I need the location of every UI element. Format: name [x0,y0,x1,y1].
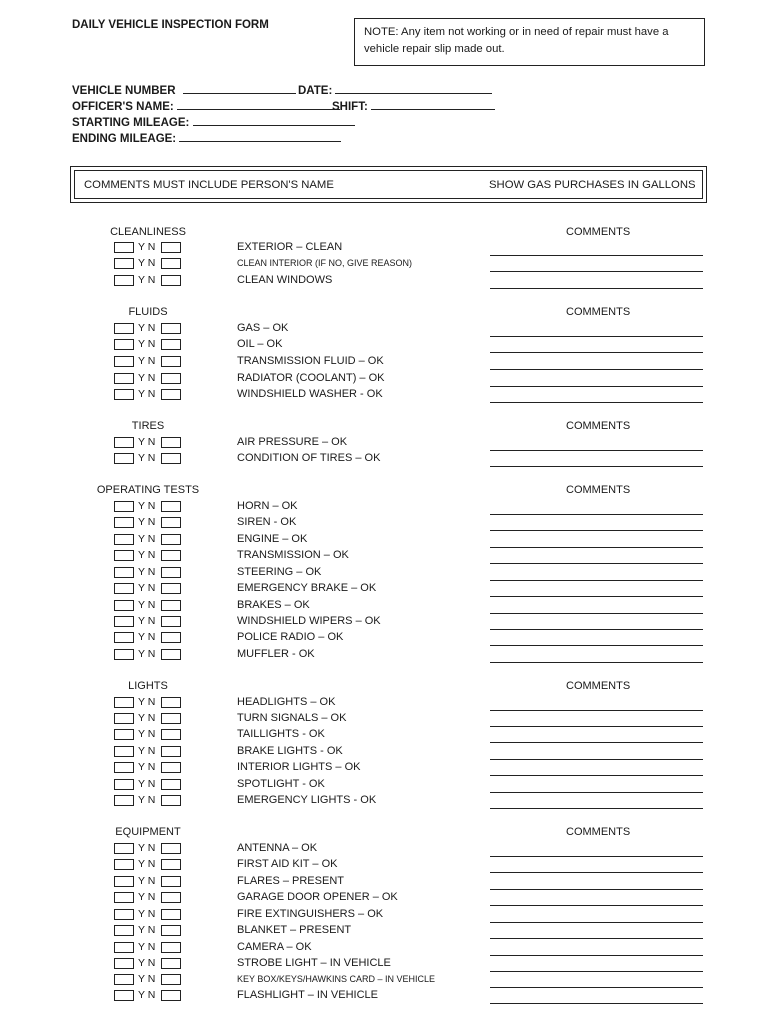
yes-checkbox[interactable] [114,616,134,627]
comment-line[interactable] [490,775,703,776]
item-label: CAMERA – OK [237,941,312,953]
comment-line[interactable] [490,288,703,289]
no-checkbox[interactable] [161,762,181,773]
shift-row [332,98,495,113]
comments-heading: COMMENTS [566,306,631,318]
repair-note-box: NOTE: Any item not working or in need of repair must have a vehicle repair slip made out. [354,18,705,66]
comment-line[interactable] [490,872,703,873]
no-checkbox[interactable] [161,389,181,400]
comment-line[interactable] [490,547,703,548]
form-title: DAILY VEHICLE INSPECTION FORM [72,19,269,31]
comment-line[interactable] [490,856,703,857]
instructions-banner-inner [74,170,703,199]
comment-line[interactable] [490,402,703,403]
item-label: ANTENNA – OK [237,842,318,854]
comments-heading: COMMENTS [566,420,631,432]
item-label: INTERIOR LIGHTS – OK [237,761,361,773]
yes-no-label: Y N [138,875,156,887]
comment-line[interactable] [490,336,703,337]
yes-checkbox[interactable] [114,649,134,660]
yes-checkbox[interactable] [114,501,134,512]
starting-mileage-field[interactable] [193,114,355,126]
yes-checkbox[interactable] [114,339,134,350]
no-checkbox[interactable] [161,942,181,953]
starting-mileage-row [72,114,355,129]
yes-no-label: Y N [138,566,156,578]
yes-checkbox[interactable] [114,843,134,854]
officer-name-field[interactable] [177,98,340,110]
no-checkbox[interactable] [161,697,181,708]
no-checkbox[interactable] [161,373,181,384]
yes-no-label: Y N [138,599,156,611]
yes-no-label: Y N [138,452,156,464]
no-checkbox[interactable] [161,876,181,887]
yes-no-label: Y N [138,696,156,708]
item-label: EXTERIOR – CLEAN [237,241,343,253]
comment-line[interactable] [490,987,703,988]
yes-no-label: Y N [138,745,156,757]
item-label: BRAKE LIGHTS - OK [237,745,343,757]
no-checkbox[interactable] [161,242,181,253]
shift-label: SHIFT: [332,101,368,113]
date-label: DATE: [298,85,333,97]
yes-no-label: Y N [138,973,156,985]
no-checkbox[interactable] [161,517,181,528]
yes-no-label: Y N [138,582,156,594]
item-label: EMERGENCY LIGHTS - OK [237,794,377,806]
no-checkbox[interactable] [161,339,181,350]
yes-no-label: Y N [138,533,156,545]
yes-checkbox[interactable] [114,517,134,528]
comment-line[interactable] [490,792,703,793]
comment-line[interactable] [490,369,703,370]
yes-checkbox[interactable] [114,632,134,643]
comment-line[interactable] [490,352,703,353]
yes-checkbox[interactable] [114,762,134,773]
yes-checkbox[interactable] [114,729,134,740]
yes-no-label: Y N [138,908,156,920]
yes-no-label: Y N [138,648,156,660]
yes-no-label: Y N [138,355,156,367]
comment-line[interactable] [490,1003,703,1004]
item-label: POLICE RADIO – OK [237,631,344,643]
comment-line[interactable] [490,889,703,890]
yes-checkbox[interactable] [114,323,134,334]
no-checkbox[interactable] [161,713,181,724]
no-checkbox[interactable] [161,729,181,740]
yes-checkbox[interactable] [114,925,134,936]
item-label: GARAGE DOOR OPENER – OK [237,891,398,903]
ending-mileage-row [72,130,341,145]
item-label: TURN SIGNALS – OK [237,712,347,724]
comment-line[interactable] [490,726,703,727]
comments-heading: COMMENTS [566,226,631,238]
no-checkbox[interactable] [161,534,181,545]
gas-instruction: SHOW GAS PURCHASES IN GALLONS [489,179,696,191]
yes-no-label: Y N [138,388,156,400]
item-label: WINDSHIELD WIPERS – OK [237,615,381,627]
no-checkbox[interactable] [161,600,181,611]
comment-line[interactable] [490,759,703,760]
item-label: TAILLIGHTS - OK [237,728,325,740]
section-title: OPERATING TESTS [96,484,200,496]
item-label: STROBE LIGHT – IN VEHICLE [237,957,391,969]
no-checkbox[interactable] [161,275,181,286]
yes-checkbox[interactable] [114,600,134,611]
no-checkbox[interactable] [161,583,181,594]
comment-line[interactable] [490,613,703,614]
yes-no-label: Y N [138,842,156,854]
yes-checkbox[interactable] [114,958,134,969]
comments-heading: COMMENTS [566,484,631,496]
item-label: SIREN - OK [237,516,297,528]
yes-no-label: Y N [138,372,156,384]
no-checkbox[interactable] [161,974,181,985]
yes-checkbox[interactable] [114,746,134,757]
no-checkbox[interactable] [161,909,181,920]
yes-checkbox[interactable] [114,389,134,400]
yes-checkbox[interactable] [114,795,134,806]
no-checkbox[interactable] [161,356,181,367]
yes-no-label: Y N [138,241,156,253]
comment-line[interactable] [490,255,703,256]
yes-checkbox[interactable] [114,356,134,367]
vehicle-number-label: VEHICLE NUMBER [72,85,176,97]
comment-line[interactable] [490,955,703,956]
yes-no-label: Y N [138,941,156,953]
yes-no-label: Y N [138,516,156,528]
yes-checkbox[interactable] [114,990,134,1001]
comment-line[interactable] [490,808,703,809]
comment-line[interactable] [490,938,703,939]
item-label: FLASHLIGHT – IN VEHICLE [237,989,379,1001]
no-checkbox[interactable] [161,323,181,334]
yes-checkbox[interactable] [114,258,134,269]
yes-checkbox[interactable] [114,534,134,545]
comment-line[interactable] [490,450,703,451]
item-label: RADIATOR (COOLANT) – OK [237,372,385,384]
yes-no-label: Y N [138,631,156,643]
item-label: OIL – OK [237,338,283,350]
item-label: TRANSMISSION – OK [237,549,349,561]
no-checkbox[interactable] [161,258,181,269]
yes-no-label: Y N [138,712,156,724]
no-checkbox[interactable] [161,550,181,561]
starting-mileage-label: STARTING MILEAGE: [72,117,190,129]
comment-line[interactable] [490,596,703,597]
date-row [298,82,492,97]
item-label: MUFFLER - OK [237,648,315,660]
no-checkbox[interactable] [161,925,181,936]
comment-line[interactable] [490,905,703,906]
yes-checkbox[interactable] [114,974,134,985]
comment-line[interactable] [490,971,703,972]
item-label: EMERGENCY BRAKE – OK [237,582,377,594]
section-title: FLUIDS [128,306,168,318]
yes-checkbox[interactable] [114,697,134,708]
yes-checkbox[interactable] [114,892,134,903]
vehicle-number-row [72,82,296,97]
yes-no-label: Y N [138,858,156,870]
ending-mileage-label: ENDING MILEAGE: [72,133,177,145]
comment-line[interactable] [490,386,703,387]
item-label: TRANSMISSION FLUID – OK [237,355,384,367]
comment-line[interactable] [490,645,703,646]
comment-line[interactable] [490,466,703,467]
section-title: EQUIPMENT [115,826,181,838]
no-checkbox[interactable] [161,632,181,643]
comment-line[interactable] [490,710,703,711]
item-label: STEERING – OK [237,566,322,578]
no-checkbox[interactable] [161,892,181,903]
item-label: WINDSHIELD WASHER - OK [237,388,383,400]
yes-no-label: Y N [138,338,156,350]
officer-name-row [72,98,340,113]
ending-mileage-field[interactable] [179,130,341,142]
yes-no-label: Y N [138,500,156,512]
yes-checkbox[interactable] [114,437,134,448]
item-label: KEY BOX/KEYS/HAWKINS CARD – IN VEHICLE [237,974,436,984]
item-label: FIRST AID KIT – OK [237,858,338,870]
comment-line[interactable] [490,514,703,515]
yes-checkbox[interactable] [114,373,134,384]
comment-line[interactable] [490,629,703,630]
yes-checkbox[interactable] [114,713,134,724]
section-title: CLEANLINESS [110,226,186,238]
section-title: TIRES [131,420,165,432]
no-checkbox[interactable] [161,958,181,969]
no-checkbox[interactable] [161,453,181,464]
yes-no-label: Y N [138,615,156,627]
item-label: CLEAN INTERIOR (IF NO, GIVE REASON) [237,258,413,268]
item-label: BLANKET – PRESENT [237,924,352,936]
no-checkbox[interactable] [161,795,181,806]
item-label: HORN – OK [237,500,298,512]
yes-no-label: Y N [138,957,156,969]
no-checkbox[interactable] [161,990,181,1001]
yes-no-label: Y N [138,257,156,269]
item-label: CLEAN WINDOWS [237,274,333,286]
item-label: BRAKES – OK [237,599,310,611]
shift-field[interactable] [371,98,495,110]
yes-checkbox[interactable] [114,453,134,464]
comments-instruction: COMMENTS MUST INCLUDE PERSON'S NAME [84,179,334,191]
yes-no-label: Y N [138,989,156,1001]
yes-no-label: Y N [138,436,156,448]
officer-name-label: OFFICER'S NAME: [72,101,174,113]
yes-no-label: Y N [138,728,156,740]
comments-heading: COMMENTS [566,680,631,692]
section-title: LIGHTS [128,680,168,692]
item-label: SPOTLIGHT - OK [237,778,325,790]
no-checkbox[interactable] [161,649,181,660]
no-checkbox[interactable] [161,843,181,854]
comment-line[interactable] [490,271,703,272]
yes-checkbox[interactable] [114,779,134,790]
yes-checkbox[interactable] [114,550,134,561]
yes-no-label: Y N [138,549,156,561]
yes-checkbox[interactable] [114,876,134,887]
yes-no-label: Y N [138,794,156,806]
item-label: ENGINE – OK [237,533,308,545]
yes-no-label: Y N [138,322,156,334]
no-checkbox[interactable] [161,779,181,790]
item-label: FIRE EXTINGUISHERS – OK [237,908,384,920]
yes-checkbox[interactable] [114,275,134,286]
item-label: CONDITION OF TIRES – OK [237,452,381,464]
no-checkbox[interactable] [161,567,181,578]
comment-line[interactable] [490,922,703,923]
no-checkbox[interactable] [161,501,181,512]
no-checkbox[interactable] [161,616,181,627]
item-label: AIR PRESSURE – OK [237,436,348,448]
item-label: HEADLIGHTS – OK [237,696,336,708]
comment-line[interactable] [490,563,703,564]
item-label: FLARES – PRESENT [237,875,344,887]
yes-no-label: Y N [138,761,156,773]
yes-no-label: Y N [138,778,156,790]
yes-checkbox[interactable] [114,567,134,578]
comment-line[interactable] [490,530,703,531]
yes-checkbox[interactable] [114,942,134,953]
no-checkbox[interactable] [161,437,181,448]
item-label: GAS – OK [237,322,289,334]
date-field[interactable] [335,82,492,94]
yes-checkbox[interactable] [114,583,134,594]
yes-checkbox[interactable] [114,859,134,870]
yes-checkbox[interactable] [114,242,134,253]
comment-line[interactable] [490,742,703,743]
yes-no-label: Y N [138,924,156,936]
comments-heading: COMMENTS [566,826,631,838]
no-checkbox[interactable] [161,746,181,757]
yes-checkbox[interactable] [114,909,134,920]
no-checkbox[interactable] [161,859,181,870]
comment-line[interactable] [490,662,703,663]
vehicle-number-field[interactable] [183,82,296,94]
comment-line[interactable] [490,580,703,581]
yes-no-label: Y N [138,891,156,903]
instructions-banner [70,166,707,203]
yes-no-label: Y N [138,274,156,286]
